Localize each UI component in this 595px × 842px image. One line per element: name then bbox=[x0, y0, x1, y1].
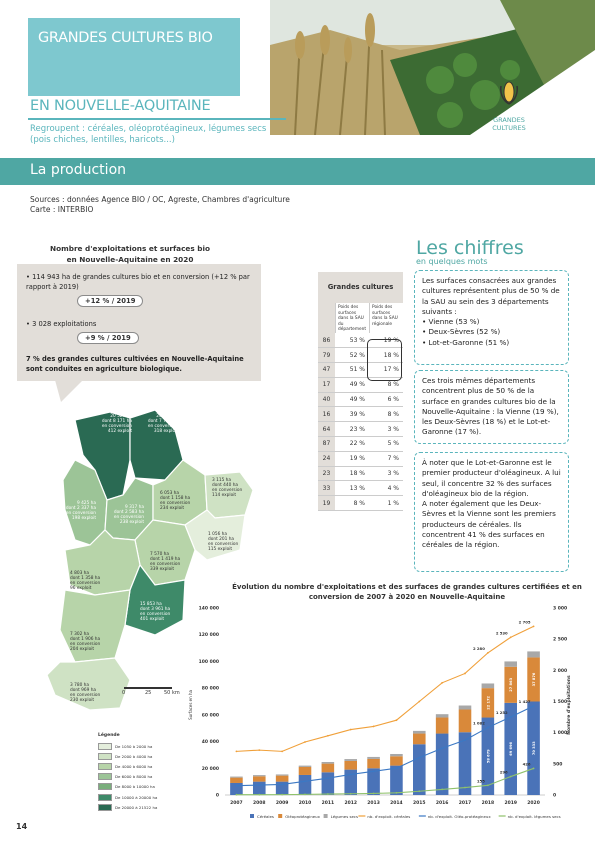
y-tick-label: 60 000 bbox=[201, 713, 219, 719]
callout-pill-surfaces: +12 % / 2019 bbox=[77, 295, 143, 307]
bar-segment bbox=[390, 766, 403, 795]
table-cell-region: 3 % bbox=[369, 466, 403, 481]
map-scale-bar bbox=[120, 687, 180, 701]
header-photo bbox=[270, 0, 595, 135]
bar-segment bbox=[299, 766, 312, 767]
series-point bbox=[304, 793, 306, 795]
series-point bbox=[373, 770, 375, 772]
scale-zero: 0 bbox=[122, 690, 126, 696]
point-data-label: 155 bbox=[476, 778, 485, 784]
legend-item: De 6000 à 8000 ha bbox=[98, 772, 157, 782]
table-cell-region: 5 % bbox=[369, 437, 403, 452]
table-cell-dept: 64 bbox=[318, 422, 335, 437]
table-cell-region: 8 % bbox=[369, 377, 403, 392]
table-row bbox=[318, 451, 403, 466]
callout-bullet-exploitations: • 3 028 exploitations bbox=[26, 320, 97, 328]
evolution-chart bbox=[180, 600, 580, 825]
y-axis-label: Surfaces en ha bbox=[188, 690, 193, 720]
series-point bbox=[533, 705, 535, 707]
bar-segment bbox=[413, 734, 426, 745]
bar-segment bbox=[413, 744, 426, 795]
legend-swatch bbox=[98, 804, 112, 811]
y-tick-label: 140 000 bbox=[198, 606, 219, 612]
map-legend bbox=[98, 733, 157, 812]
table-cell-region: 8 % bbox=[369, 407, 403, 422]
table-cell-region: 3 % bbox=[369, 422, 403, 437]
point-data-label: 296 bbox=[499, 769, 508, 775]
legend-marker bbox=[278, 814, 282, 818]
bar-segment bbox=[299, 775, 312, 795]
bar-segment bbox=[367, 757, 380, 759]
legend-entry bbox=[324, 814, 358, 819]
x-tick-label: 2020 bbox=[527, 801, 540, 806]
table-cell-dept: 16 bbox=[318, 407, 335, 422]
header-description: Regroupent : céréales, oléoprotéagineux, légumes secs (pois chiches, lentilles, haricots...) bbox=[30, 124, 267, 145]
series-point bbox=[236, 750, 238, 752]
series-point bbox=[533, 625, 535, 627]
series-point bbox=[281, 794, 283, 796]
bar-segment bbox=[436, 718, 449, 734]
series-point bbox=[350, 793, 352, 795]
series-point bbox=[373, 726, 375, 728]
series-point bbox=[487, 652, 489, 654]
series-point bbox=[258, 784, 260, 786]
bar-segment bbox=[390, 756, 403, 765]
x-tick-label: 2018 bbox=[481, 801, 495, 806]
bar-segment bbox=[367, 759, 380, 768]
map-label-47: 15 853 ha dont 3 961 ha en conversion 401 exploit bbox=[140, 602, 171, 622]
bar-segment bbox=[344, 759, 357, 761]
table-row bbox=[318, 407, 403, 422]
table-title: Grandes cultures bbox=[318, 272, 403, 303]
x-tick-label: 2015 bbox=[413, 801, 426, 806]
callout-bullet-surfaces: • 114 943 ha de grandes cultures bio et en conversion (+12 % par rapport à 2019) bbox=[26, 273, 250, 291]
map-label-33: 4 803 ha dont 1 358 ha en conversion 96 exploit bbox=[70, 571, 101, 591]
series-point bbox=[441, 682, 443, 684]
table-cell-region: 6 % bbox=[369, 392, 403, 407]
table-cell-dept: 33 bbox=[318, 481, 335, 496]
table-cell-region: 4 % bbox=[369, 481, 403, 496]
y-tick-label: 80 000 bbox=[201, 686, 219, 692]
series-point bbox=[418, 701, 420, 703]
bar-data-label: 22 172 bbox=[486, 695, 491, 710]
point-data-label: 2 705 bbox=[518, 619, 531, 625]
series-point bbox=[304, 780, 306, 782]
map-label-64: 3 780 ha dont 969 ha en conversion 230 exploit bbox=[70, 683, 101, 703]
table-header bbox=[318, 303, 403, 333]
legend-label: Oléoprotéagineux bbox=[285, 814, 320, 819]
legend-swatch bbox=[98, 783, 112, 790]
legend-marker bbox=[250, 814, 254, 818]
x-tick-label: 2014 bbox=[390, 801, 403, 806]
map-label-16: 9 317 ha dont 2 583 ha en conversion 238 exploit bbox=[113, 505, 144, 525]
series-point bbox=[418, 790, 420, 792]
x-tick-label: 2013 bbox=[367, 801, 380, 806]
y2-tick-label: 0 bbox=[553, 793, 557, 799]
point-data-label: 426 bbox=[522, 761, 531, 767]
chiffres-box3-oleagineux: À noter que le Lot-et-Garonne est le premier producteur d'oléagineux. A lui seul, il concentre 32 % des surfaces d'oléagineux bio de la région. bbox=[422, 458, 561, 498]
bar-segment bbox=[436, 734, 449, 795]
legend-label: nb. d'exploit. céréales bbox=[367, 814, 411, 819]
bar-segment bbox=[459, 706, 472, 710]
y2-tick-label: 2 000 bbox=[553, 668, 568, 674]
chiffres-subtitle: en quelques mots bbox=[416, 257, 488, 266]
chiffres-box3-cereales: A noter également que les Deux-Sèvres et la Vienne sont les premiers producteurs de céréales. Ils concentrent 41 % des surfaces en céréales de la région. bbox=[422, 499, 556, 550]
table-cell-sau: 13 % bbox=[335, 481, 369, 496]
series-point bbox=[258, 749, 260, 751]
bar-segment bbox=[230, 778, 243, 783]
table-cell-dept: 79 bbox=[318, 348, 335, 363]
map-label-24: 7 570 ha dont 1 419 ha en conversion 339 exploit bbox=[150, 552, 181, 572]
x-tick-label: 2010 bbox=[298, 801, 312, 806]
bar-data-label: 37 876 bbox=[532, 672, 537, 687]
map-label-17: 9 425 ha dont 2 337 ha en conversion 198 exploit bbox=[65, 501, 96, 521]
y-tick-label: 100 000 bbox=[198, 659, 219, 665]
bar-data-label: 27 863 bbox=[509, 677, 514, 692]
series-point bbox=[236, 794, 238, 796]
table-row bbox=[318, 437, 403, 452]
chart-title: Évolution du nombre d'exploitations et des surfaces de grandes cultures certifiées et en conversion de 2007 à 2020 en Nouvelle-Aquitaine bbox=[232, 583, 582, 601]
bar-segment bbox=[299, 767, 312, 775]
chiffres-box2-text: Ces trois mêmes départements concentrent plus de 50 % de la surface en grandes cultures bio de la Nouvelle-Aquitaine : la Vienne (19 %), les Deux-Sèvres (18 %) et le Lot-et-Garonne (17 %). bbox=[422, 376, 559, 437]
series-point bbox=[441, 788, 443, 790]
map-title bbox=[40, 243, 220, 265]
series-point bbox=[464, 673, 466, 675]
table-cell-sau: 23 % bbox=[335, 422, 369, 437]
y2-axis-label: Nombre d'exploitations bbox=[567, 675, 572, 735]
table-cell-region: 19 % bbox=[369, 333, 403, 348]
sources-block bbox=[30, 195, 290, 215]
y2-tick-label: 3 000 bbox=[553, 606, 568, 612]
legend-item: De 2000 à 4000 ha bbox=[98, 751, 157, 761]
table-row bbox=[318, 466, 403, 481]
map-title-line2: en Nouvelle-Aquitaine en 2020 bbox=[66, 255, 194, 264]
table-col-sau-dept: Poids des surfaces dans la SAU du département bbox=[335, 303, 369, 333]
chiffres-box1-text: Les surfaces consacrées aux grandes cultures représentent plus de 50 % de la SAU au sein des 3 départements suivants : bbox=[422, 276, 560, 316]
corn-icon bbox=[498, 80, 520, 106]
y2-tick-label: 500 bbox=[553, 762, 563, 768]
table-col-sau-region: Poids des surfaces dans la SAU régionale bbox=[369, 303, 403, 333]
legend-label: nb. d'exploit. Oléo-protéagineux bbox=[427, 814, 491, 819]
bar-data-label: 58 679 bbox=[486, 749, 491, 764]
series-point bbox=[396, 719, 398, 721]
point-data-label: 1 082 bbox=[472, 720, 485, 726]
table-cell-sau: 49 % bbox=[335, 392, 369, 407]
table-cell-sau: 22 % bbox=[335, 437, 369, 452]
series-point bbox=[487, 727, 489, 729]
map-label-23: 3 115 ha dont 440 ha en conversion 114 exploit bbox=[212, 478, 243, 498]
table-cell-dept: 47 bbox=[318, 363, 335, 378]
table-cell-region: 1 % bbox=[369, 496, 403, 511]
series-point bbox=[327, 777, 329, 779]
x-tick-label: 2011 bbox=[321, 801, 335, 806]
point-data-label: 1 252 bbox=[495, 709, 508, 715]
dept-23 bbox=[205, 472, 253, 518]
bar-segment bbox=[322, 762, 335, 764]
map-label-86: 20 527 ha dont 7 738 ha en conversion 318 exploit bbox=[147, 414, 178, 434]
x-tick-label: 2009 bbox=[275, 801, 289, 806]
legend-swatch bbox=[98, 763, 112, 770]
bar-segment bbox=[390, 754, 403, 756]
series-point bbox=[350, 774, 352, 776]
table-cell-dept: 86 bbox=[318, 333, 335, 348]
map-label-40: 7 302 ha dont 1 906 ha en conversion 204 exploit bbox=[70, 632, 101, 652]
table-row bbox=[318, 392, 403, 407]
dept-64 bbox=[47, 658, 130, 710]
bar-segment bbox=[322, 772, 335, 795]
x-tick-label: 2008 bbox=[253, 801, 266, 806]
point-data-label: 2 530 bbox=[495, 630, 508, 636]
bar-segment bbox=[344, 761, 357, 770]
series-point bbox=[281, 750, 283, 752]
bar-segment bbox=[230, 777, 243, 778]
bar-segment bbox=[504, 661, 517, 666]
legend-title: Légende bbox=[98, 733, 120, 738]
grandes-cultures-table bbox=[318, 272, 403, 511]
legend-item: De 20000 à 21522 ha bbox=[98, 802, 157, 812]
y2-tick-label: 1 000 bbox=[553, 731, 568, 737]
map-label-87: 6 053 ha dont 1 158 ha en conversion 234 exploit bbox=[160, 491, 191, 511]
x-tick-label: 2012 bbox=[344, 801, 357, 806]
section-title: La production bbox=[30, 162, 127, 178]
legend-entry bbox=[358, 814, 410, 819]
table-cell-dept: 24 bbox=[318, 451, 335, 466]
legend-label: Légumes secs bbox=[330, 814, 359, 819]
scale-mid: 25 bbox=[145, 690, 152, 696]
key-figures-callout bbox=[17, 264, 261, 381]
legend-swatch bbox=[98, 743, 112, 750]
callout-note: 7 % des grandes cultures cultivées en Nouvelle-Aquitaine sont conduites en agriculture biologique. bbox=[26, 355, 244, 373]
table-cell-sau: 51 % bbox=[335, 363, 369, 378]
series-point bbox=[281, 784, 283, 786]
series-point bbox=[510, 716, 512, 718]
table-cell-sau: 52 % bbox=[335, 348, 369, 363]
series-point bbox=[510, 636, 512, 638]
y2-tick-label: 1 500 bbox=[553, 700, 568, 705]
callout-pill-exploitations: +9 % / 2019 bbox=[77, 332, 139, 344]
legend-label: nb. d'exploit. légumes secs bbox=[507, 814, 561, 819]
header-title-box bbox=[28, 18, 240, 96]
series-point bbox=[464, 787, 466, 789]
series-point bbox=[396, 792, 398, 794]
bar-data-label: 70 333 bbox=[532, 741, 537, 756]
legend-entry bbox=[278, 814, 320, 819]
series-point bbox=[487, 784, 489, 786]
legend-entry bbox=[419, 814, 492, 819]
legend-swatch bbox=[98, 773, 112, 780]
series-point bbox=[258, 794, 260, 796]
bar-segment bbox=[276, 776, 289, 782]
table-cell-sau: 39 % bbox=[335, 407, 369, 422]
point-data-label: 2 280 bbox=[472, 645, 485, 651]
series-point bbox=[396, 767, 398, 769]
chiffres-box-concentration bbox=[414, 370, 569, 444]
logo-label-line1: GRANDES bbox=[493, 116, 525, 124]
bar-segment bbox=[253, 775, 266, 776]
map-title-line1: Nombre d'exploitations et surfaces bio bbox=[50, 244, 210, 253]
section-band bbox=[0, 158, 595, 185]
table-cell-sau: 53 % bbox=[335, 333, 369, 348]
y-tick-label: 120 000 bbox=[198, 633, 219, 639]
table-cell-dept: 87 bbox=[318, 437, 335, 452]
map-credit-line: Carte : INTERBIO bbox=[30, 205, 94, 214]
table-cell-sau: 18 % bbox=[335, 466, 369, 481]
table-row bbox=[318, 496, 403, 511]
table-cell-dept: 17 bbox=[318, 377, 335, 392]
chiffres-box-producteurs bbox=[414, 452, 569, 572]
table-cell-dept: 23 bbox=[318, 466, 335, 481]
bar-segment bbox=[253, 776, 266, 781]
bar-segment bbox=[413, 731, 426, 734]
bar-segment bbox=[436, 714, 449, 717]
series-point bbox=[304, 741, 306, 743]
series-point bbox=[236, 785, 238, 787]
map-label-19: 1 056 ha dont 201 ha en conversion 115 exploit bbox=[208, 532, 239, 552]
map-label-79: 20 527 ha dont 8 171 ha en conversion 412 exploit bbox=[101, 414, 132, 434]
x-tick-label: 2016 bbox=[435, 801, 449, 806]
chiffres-box-departements bbox=[414, 270, 569, 365]
legend-entry bbox=[250, 814, 274, 819]
bar-segment bbox=[459, 710, 472, 733]
table-cell-sau: 8 % bbox=[335, 496, 369, 511]
legend-entry bbox=[499, 814, 561, 819]
series-point bbox=[441, 747, 443, 749]
bar-segment bbox=[322, 764, 335, 773]
legend-item: De 4000 à 6000 ha bbox=[98, 761, 157, 771]
series-point bbox=[373, 793, 375, 795]
legend-label: Céréales bbox=[257, 814, 274, 819]
dept-40 bbox=[60, 590, 130, 662]
logo-label-line2: CULTURES bbox=[492, 123, 526, 132]
legend-marker bbox=[324, 814, 328, 818]
chiffres-title: Les chiffres bbox=[416, 237, 524, 259]
scale-end: 50 km bbox=[164, 690, 180, 696]
table-cell-dept: 40 bbox=[318, 392, 335, 407]
series-point bbox=[533, 768, 535, 770]
y2-tick-label: 2 500 bbox=[553, 637, 568, 643]
x-tick-label: 2007 bbox=[230, 801, 243, 806]
series-point bbox=[327, 793, 329, 795]
table-cell-region: 17 % bbox=[369, 363, 403, 378]
table-cell-region: 7 % bbox=[369, 451, 403, 466]
page-number: 14 bbox=[16, 822, 28, 831]
table-cell-sau: 49 % bbox=[335, 377, 369, 392]
legend-item: De 1050 à 2000 ha bbox=[98, 741, 157, 751]
y-tick-label: 40 000 bbox=[201, 740, 219, 746]
bar-segment bbox=[527, 651, 540, 657]
legend-item: De 8000 à 10000 ha bbox=[98, 782, 157, 792]
y-tick-label: 20 000 bbox=[201, 766, 219, 772]
series-point bbox=[464, 739, 466, 741]
bar-data-label: 69 696 bbox=[509, 742, 514, 756]
table-highlight bbox=[367, 339, 402, 381]
sources-line: Sources : données Agence BIO / OC, Agreste, Chambres d'agriculture bbox=[30, 195, 290, 204]
header-subtitle: EN NOUVELLE-AQUITAINE bbox=[30, 98, 211, 114]
series-point bbox=[418, 757, 420, 759]
x-tick-label: 2017 bbox=[458, 801, 472, 806]
chiffres-box1-item: • Vienne (53 %) bbox=[422, 317, 480, 327]
table-row bbox=[318, 422, 403, 437]
point-data-label: 1 427 bbox=[518, 699, 531, 705]
legend-swatch bbox=[98, 753, 112, 760]
legend-item: De 10000 à 20000 ha bbox=[98, 792, 157, 802]
bar-segment bbox=[253, 782, 266, 795]
chiffres-box1-item: • Lot-et-Garonne (51 %) bbox=[422, 337, 510, 347]
table-cell-sau: 19 % bbox=[335, 451, 369, 466]
chiffres-box1-item: • Deux-Sèvres (52 %) bbox=[422, 327, 501, 337]
x-tick-label: 2019 bbox=[504, 801, 517, 806]
series-point bbox=[350, 729, 352, 731]
series-point bbox=[327, 735, 329, 737]
legend-swatch bbox=[98, 794, 112, 801]
y-tick-label: 0 bbox=[215, 793, 219, 799]
grandes-cultures-logo bbox=[484, 80, 534, 140]
subtitle-underline bbox=[28, 118, 286, 120]
table-row bbox=[318, 481, 403, 496]
table-cell-region: 18 % bbox=[369, 348, 403, 363]
table-cell-dept: 19 bbox=[318, 496, 335, 511]
header-title: GRANDES CULTURES BIO bbox=[38, 30, 213, 46]
bar-segment bbox=[482, 683, 495, 688]
bar-segment bbox=[276, 774, 289, 775]
series-point bbox=[510, 776, 512, 778]
